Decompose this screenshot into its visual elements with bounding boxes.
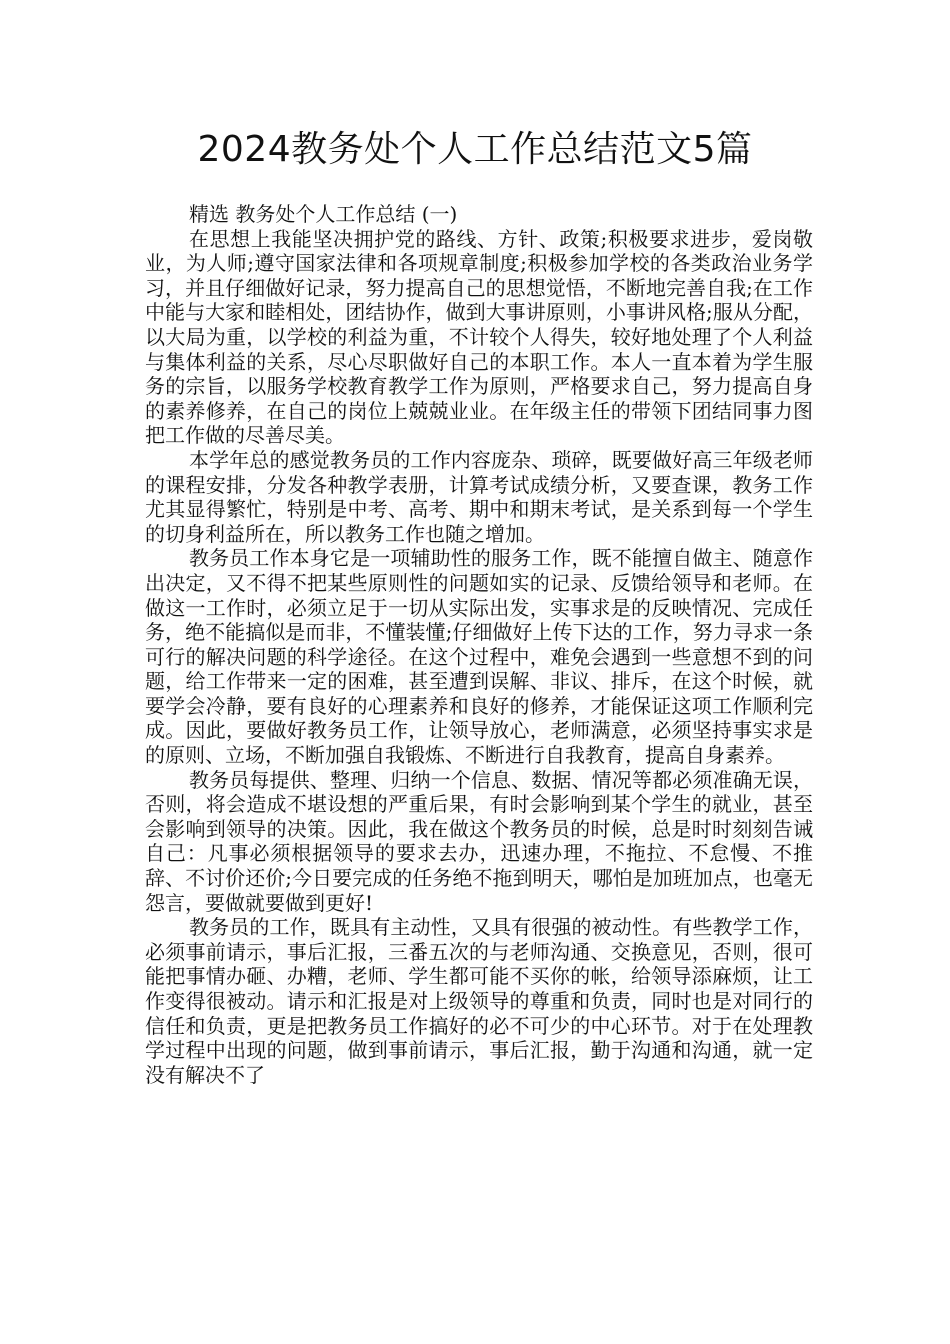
paragraph-4: 教务员每提供、整理、归纳一个信息、数据、情况等都必须准确无误，否则，将会造成不堪设想的严重后果，有时会影响到某个学生的就业，甚至会影响到领导的决策。因此，我在做这个教务员的时候，总是时时刻刻告诫自己：凡事必须根据领导的要求去办，迅速办理，不拖拉、不怠慢、不推辞、不讨价还价;今日要完成的任务绝不拖到明天，哪怕是加班加点，也毫无怨言，要做就要做到更好! xyxy=(145,767,813,915)
paragraph-5: 教务员的工作，既具有主动性，又具有很强的被动性。有些教学工作，必须事前请示，事后汇报，三番五次的与老师沟通、交换意见，否则，很可能把事情办砸、办糟，老师、学生都可能不买你的帐，给领导添麻烦，让工作变得很被动。请示和汇报是对上级领导的尊重和负责，同时也是对同行的信任和负责，更是把教务员工作搞好的必不可少的中心环节。对于在处理教学过程中出现的问题，做到事前请示，事后汇报，勤于沟通和沟通，就一定没有解决不了 xyxy=(145,915,813,1087)
paragraph-1: 在思想上我能坚决拥护党的路线、方针、政策;积极要求进步，爱岗敬业，为人师;遵守国家法律和各项规章制度;积极参加学校的各类政治业务学习，并且仔细做好记录，努力提高自己的思想觉悟，不断地完善自我;在工作中能与大家和睦相处，团结协作，做到大事讲原则，小事讲风格;服从分配，以大局为重，以学校的利益为重，不计较个人得失，较好地处理了个人利益与集体利益的关系，尽心尽职做好自己的本职工作。本人一直本着为学生服务的宗旨，以服务学校教育教学工作为原则，严格要求自己，努力提高自身的素养修养，在自己的岗位上兢兢业业。在年级主任的带领下团结同事力图把工作做的尽善尽美。 xyxy=(145,226,813,448)
document-title: 2024教务处个人工作总结范文5篇 xyxy=(197,129,753,170)
paragraph-2: 本学年总的感觉教务员的工作内容庞杂、琐碎，既要做好高三年级老师的课程安排，分发各种教学表册，计算考试成绩分析，又要查课，教务工作尤其显得繁忙，特别是中考、高考、期中和期末考试，是关系到每一个学生的切身利益所在，所以教务工作也随之增加。 xyxy=(145,447,813,546)
paragraph-3: 教务员工作本身它是一项辅助性的服务工作，既不能擅自做主、随意作出决定，又不得不把某些原则性的问题如实的记录、反馈给领导和老师。在做这一工作时，必须立足于一切从实际出发，实事求是的反映情况、完成任务，绝不能搞似是而非，不懂装懂;仔细做好上传下达的工作，努力寻求一条可行的解决问题的科学途径。在这个过程中，难免会遇到一些意想不到的问题，给工作带来一定的困难，甚至遭到误解、非议、排斥，在这个时候，就要学会冷静，要有良好的心理素养和良好的修养，才能保证这项工作顺利完成。因此，要做好教务员工作，让领导放心，老师满意，必须坚持事实求是的原则、立场，不断加强自我锻炼、不断进行自我教育，提高自身素养。 xyxy=(145,546,813,768)
section-heading: 精选 教务处个人工作总结 (一) xyxy=(189,202,458,226)
document-body xyxy=(145,202,813,1087)
